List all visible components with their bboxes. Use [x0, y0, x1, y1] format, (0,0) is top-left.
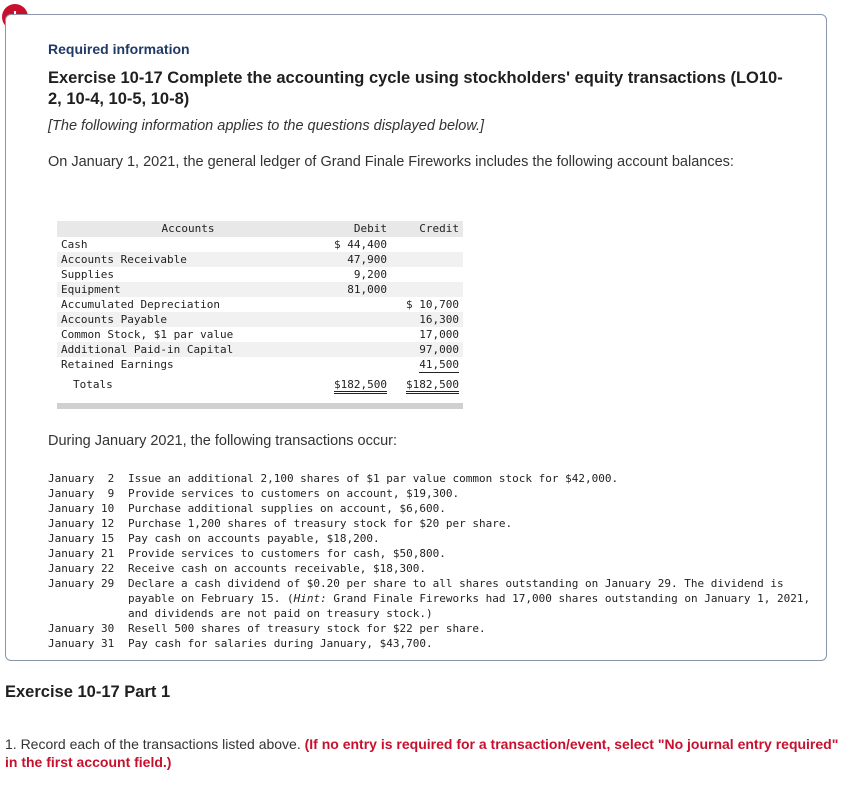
ledger-table — [57, 221, 463, 392]
ledger-row — [57, 297, 463, 312]
transaction-item — [48, 516, 818, 531]
ledger-cell-credit: 97,000 — [391, 342, 463, 357]
ledger-cell-credit: 17,000 — [419, 328, 459, 341]
hint-text: Grand Finale Fireworks had 17,000 shares outstanding on January 1, 2021, and dividends are not paid on treasury stock.) — [128, 592, 817, 620]
transaction-description: Purchase 1,200 shares of treasury stock for $20 per share. — [128, 517, 513, 530]
instruction-text: 1. Record each of the transactions listed above. — [5, 736, 301, 752]
ledger-cell-account: Accumulated Depreciation — [61, 298, 220, 311]
transaction-description: Declare a cash dividend of $0.20 per share to all shares outstanding on January 29. The dividend is payable on February 15. (Hint: Grand Finale Fireworks had 17,000 shares outstanding on January 1, 2021, and dividends are not paid on treasury stock.) — [128, 577, 817, 620]
exercise-title: Exercise 10-17 Complete the accounting cycle using stockholders' equity transactions (LO10-2, 10-4, 10-5, 10-8) — [48, 69, 783, 108]
ledger-cell-credit — [391, 237, 463, 252]
ledger-cell-debit: 81,000 — [319, 282, 391, 297]
ledger-cell-credit: 41,500 — [419, 358, 459, 371]
ledger-totals-credit: $182,500 — [391, 372, 463, 392]
required-information-label: Required information — [48, 41, 190, 57]
ledger-row — [57, 282, 463, 297]
transaction-description: Pay cash on accounts payable, $18,200. — [128, 532, 380, 545]
ledger-totals-debit: $182,500 — [319, 372, 391, 392]
instruction — [5, 735, 850, 771]
ledger-totals-row — [57, 372, 463, 392]
ledger-cell-account: Retained Earnings — [61, 358, 174, 371]
ledger-row — [57, 237, 463, 252]
part-title: Exercise 10-17 Part 1 — [5, 683, 171, 701]
ledger-header-debit: Debit — [319, 221, 391, 237]
transaction-date: January 12 — [48, 517, 115, 530]
ledger-row — [57, 342, 463, 357]
ledger-cell-account: Accounts Payable — [57, 312, 319, 327]
transaction-date: January 22 — [48, 562, 115, 575]
hint-label: Hint: — [293, 592, 327, 605]
ledger-row — [57, 357, 463, 372]
ledger-cell-account: Equipment — [57, 282, 319, 297]
transaction-description: Provide services to customers for cash, $50,800. — [128, 547, 446, 560]
transaction-date: January 29 — [48, 577, 115, 590]
transaction-item — [48, 636, 818, 651]
ledger-row — [57, 327, 463, 342]
ledger-cell-credit: $ 10,700 — [406, 298, 459, 311]
transaction-item — [48, 621, 818, 636]
ledger-header-accounts: Accounts — [57, 221, 319, 237]
ledger-cell-debit: 9,200 — [353, 268, 387, 281]
transaction-description: Resell 500 shares of treasury stock for $22 per share. — [128, 622, 486, 635]
transaction-item — [48, 486, 818, 501]
ledger-cell-account: Common Stock, $1 par value — [61, 328, 234, 341]
ledger-cell-credit: 16,300 — [391, 312, 463, 327]
ledger-cell-debit: 47,900 — [319, 252, 391, 267]
transaction-date: January 30 — [48, 622, 115, 635]
ledger-intro: On January 1, 2021, the general ledger of Grand Finale Fireworks includes the following account balances: — [48, 154, 734, 170]
ledger-cell-debit: $ 44,400 — [334, 238, 387, 251]
ledger-cell-account: Cash — [61, 238, 88, 251]
transaction-item — [48, 546, 818, 561]
transaction-item — [48, 471, 818, 486]
ledger-cell-debit — [319, 297, 391, 312]
ledger-cell-account: Additional Paid-in Capital — [57, 342, 319, 357]
ledger-cell-debit — [319, 357, 391, 372]
instruction-note: (If no entry is required for a transaction/event, select "No journal entry required" in the first account field.) — [5, 736, 839, 770]
ledger-cell-credit — [391, 252, 463, 267]
transaction-description: Purchase additional supplies on account, $6,600. — [128, 502, 446, 515]
transactions-intro: During January 2021, the following transactions occur: — [48, 433, 397, 449]
transaction-item — [48, 501, 818, 516]
ledger-row — [57, 267, 463, 282]
transaction-item — [48, 561, 818, 576]
ledger-header-row — [57, 221, 463, 237]
ledger-cell-account: Supplies — [61, 268, 114, 281]
transaction-date: January 10 — [48, 502, 115, 515]
transaction-item — [48, 576, 818, 621]
transaction-item — [48, 531, 818, 546]
ledger-bottom-bar — [57, 403, 463, 409]
ledger-header-credit: Credit — [391, 221, 463, 237]
transaction-description: Receive cash on accounts receivable, $18,300. — [128, 562, 427, 575]
transactions-list — [48, 471, 818, 651]
ledger-cell-credit — [391, 267, 463, 282]
info-note: [The following information applies to the questions displayed below.] — [48, 118, 485, 134]
transaction-date: January 9 — [48, 487, 115, 500]
ledger-cell-debit — [319, 312, 391, 327]
ledger-cell-debit — [319, 327, 391, 342]
ledger-cell-account: Accounts Receivable — [57, 252, 319, 267]
ledger-row — [57, 252, 463, 267]
transaction-date: January 15 — [48, 532, 115, 545]
transaction-date: January 31 — [48, 637, 115, 650]
ledger-row — [57, 312, 463, 327]
transaction-date: January 21 — [48, 547, 115, 560]
transaction-description: Issue an additional 2,100 shares of $1 par value common stock for $42,000. — [128, 472, 619, 485]
transaction-date: January 2 — [48, 472, 115, 485]
ledger-totals-label: Totals — [73, 378, 113, 391]
transaction-description: Provide services to customers on account, $19,300. — [128, 487, 460, 500]
ledger-cell-debit — [319, 342, 391, 357]
transaction-description: Pay cash for salaries during January, $43,700. — [128, 637, 433, 650]
ledger-cell-credit — [391, 282, 463, 297]
required-information-panel — [5, 14, 827, 661]
